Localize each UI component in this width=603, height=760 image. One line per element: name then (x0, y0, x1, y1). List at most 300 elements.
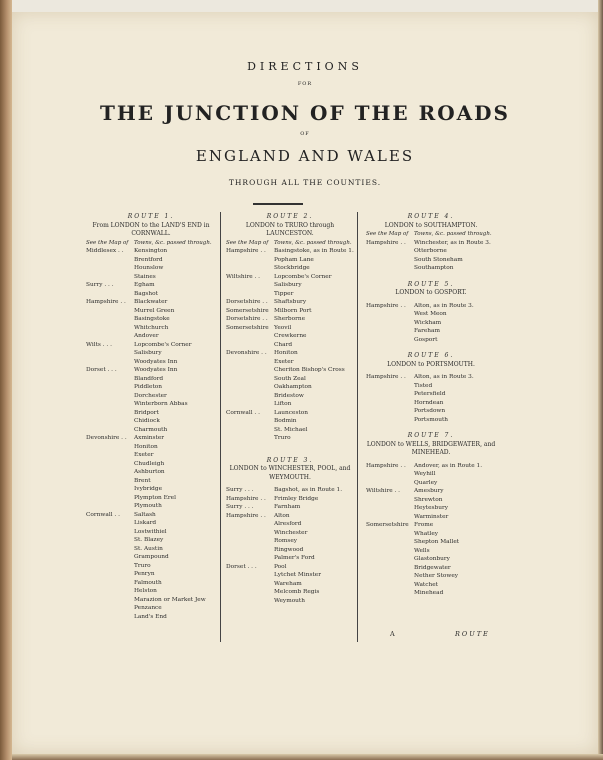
town-label: Egham (134, 282, 155, 288)
route-5-list (366, 302, 496, 345)
list-item (366, 239, 496, 248)
county-label (226, 358, 274, 367)
county-label (86, 307, 134, 316)
county-label (86, 528, 134, 537)
list-item (86, 545, 216, 554)
town-label: Weymouth (274, 597, 305, 604)
list-item (86, 315, 216, 324)
county-label (86, 417, 134, 426)
county-label (86, 502, 134, 511)
town-label: Basingstoke, as in Route 1. (274, 248, 354, 254)
county-label (86, 315, 134, 324)
town-label: Otterborne (414, 248, 447, 254)
county-label (226, 588, 274, 597)
town-label: Pool (274, 563, 287, 570)
list-item (86, 409, 216, 418)
town-label: Helston (134, 588, 157, 594)
town-label: Palmer's Ford (274, 555, 315, 561)
county-label: Hampshire . . (366, 302, 406, 309)
town-label: Saltash (134, 511, 156, 518)
route-3-label: ROUTE 3. (266, 456, 314, 464)
town-label: Lifton (274, 401, 292, 407)
town-label: Salisbury (274, 282, 302, 288)
route-1 (86, 213, 216, 621)
town-label: Melcomb Regis (274, 589, 320, 595)
town-label: Plymouth (134, 503, 162, 509)
county-label (366, 547, 414, 556)
town-label: Penzance (134, 605, 162, 611)
town-label: Lostwithiel (134, 528, 167, 535)
county-label (366, 407, 414, 416)
county-label: Middlesex . . (86, 248, 124, 254)
town-label: Whitchurch (134, 324, 169, 331)
county-label (86, 426, 134, 435)
county-label (226, 256, 274, 265)
county-label: Surry . . . (86, 282, 114, 288)
county-label: Hampshire . . (226, 495, 266, 502)
town-label: Frome (414, 522, 434, 528)
route-6-title: LONDON to PORTSMOUTH. (387, 360, 475, 368)
list-item (226, 426, 354, 435)
list-item (366, 407, 496, 416)
county-label: Wiltshire . . (366, 488, 401, 494)
town-label: Falmouth (134, 579, 162, 586)
route-1-list (86, 247, 216, 621)
town-label: Wells (414, 547, 430, 554)
list-item (86, 477, 216, 486)
list-item (366, 589, 496, 598)
list-item (86, 587, 216, 596)
county-label (366, 390, 414, 399)
county-label (366, 382, 414, 391)
county-label (226, 341, 274, 350)
county-label (86, 443, 134, 452)
county-label (366, 479, 414, 488)
list-item (226, 324, 354, 333)
county-label: Dorsetshire . . (226, 299, 268, 305)
county-label (86, 587, 134, 596)
town-label: Nether Stowey (414, 573, 459, 579)
county-label (366, 319, 414, 328)
see-map-label: See the Map of (366, 231, 409, 237)
route-1-subheader (86, 239, 216, 248)
town-label: Bridport (134, 409, 159, 416)
list-item (86, 570, 216, 579)
list-item (226, 495, 354, 504)
county-label (86, 256, 134, 265)
list-item (226, 358, 354, 367)
county-label (226, 426, 274, 435)
town-label: Piddleton (134, 384, 163, 390)
county-label (86, 383, 134, 392)
town-label: Chudleigh (134, 460, 165, 467)
route-4-subheader (366, 230, 496, 239)
list-item (226, 563, 354, 572)
town-label: St. Michael (274, 426, 308, 433)
list-item (366, 564, 496, 573)
town-label: Wickham (414, 319, 442, 326)
town-label: St. Austin (134, 545, 163, 552)
list-item (226, 486, 354, 495)
county-label (86, 392, 134, 401)
route-column-2 (226, 213, 354, 605)
town-label: Brentford (134, 256, 163, 263)
town-label: Chidiock (134, 418, 160, 424)
county-label (366, 564, 414, 573)
list-item (86, 417, 216, 426)
town-label: Brent (134, 477, 151, 484)
list-item (226, 537, 354, 546)
list-item (366, 521, 496, 530)
county-label (86, 460, 134, 469)
route-2-subheader (226, 239, 354, 248)
county-label (226, 554, 274, 563)
county-label (226, 264, 274, 273)
county-label (86, 273, 134, 282)
list-item (366, 470, 496, 479)
list-item (86, 273, 216, 282)
list-item (86, 460, 216, 469)
town-label: Exeter (134, 452, 154, 458)
county-label: Hampshire . . (226, 248, 266, 254)
town-label: Land's End (134, 613, 167, 620)
county-label (366, 336, 414, 345)
county-label (226, 332, 274, 341)
town-label: Tisted (414, 382, 433, 389)
county-label (226, 520, 274, 529)
list-item (86, 468, 216, 477)
county-label: Wilts . . . (86, 341, 112, 348)
town-label: Axminster (134, 435, 165, 441)
county-label: Devonshire . . (226, 350, 267, 356)
list-item (86, 324, 216, 333)
county-label: Dorset . . . (86, 367, 117, 373)
town-label: Alton (274, 512, 290, 519)
list-item (86, 596, 216, 605)
towns-label: Towns, &c. passed through. (274, 239, 352, 246)
list-item (226, 256, 354, 265)
list-item (86, 264, 216, 273)
list-item (366, 382, 496, 391)
county-label (86, 562, 134, 571)
county-label (86, 519, 134, 528)
list-item (226, 273, 354, 282)
county-label (226, 546, 274, 555)
list-item (86, 502, 216, 511)
county-label (226, 580, 274, 589)
route-3 (226, 457, 354, 606)
list-item (226, 298, 354, 307)
list-item (226, 375, 354, 384)
route-3-list (226, 486, 354, 605)
town-label: Andover (134, 333, 159, 339)
county-label: Somersetshire (226, 324, 269, 331)
county-label (366, 504, 414, 513)
town-label: Basingstoke (134, 316, 170, 322)
county-label (86, 290, 134, 299)
county-label (366, 247, 414, 256)
county-label (366, 555, 414, 564)
town-label: Alton, as in Route 3. (414, 302, 474, 309)
list-item (86, 536, 216, 545)
list-item (86, 307, 216, 316)
county-label: Hampshire . . (86, 299, 126, 305)
county-label (86, 613, 134, 622)
town-label: Portsdown (414, 408, 446, 414)
county-label: Hampshire . . (366, 374, 406, 380)
route-1-label: ROUTE 1. (127, 213, 175, 220)
route-5-title: LONDON to GOSPORT. (395, 289, 467, 296)
list-item (366, 462, 496, 471)
town-label: Warminster (414, 513, 449, 520)
town-label: Lopcombe's Corner (274, 273, 332, 280)
county-label (366, 589, 414, 598)
county-label (86, 604, 134, 613)
list-item (366, 302, 496, 311)
list-item (226, 315, 354, 324)
town-label: Glastonbury (414, 556, 450, 562)
list-item (86, 494, 216, 503)
county-label (226, 383, 274, 392)
list-item (86, 426, 216, 435)
town-label: Lopcombe's Corner (134, 341, 192, 348)
list-item (226, 434, 354, 443)
county-label (366, 310, 414, 319)
list-item (86, 511, 216, 520)
town-label: Milborn Port (274, 307, 312, 314)
list-item (366, 256, 496, 265)
county-label (226, 417, 274, 426)
town-label: Amesbury (414, 488, 444, 494)
list-item (86, 553, 216, 562)
county-label: Devonshire . . (86, 435, 127, 441)
route-2-label: ROUTE 2. (266, 213, 314, 220)
county-label: Hampshire . . (366, 462, 406, 469)
route-column-3 (366, 213, 496, 598)
list-item (226, 571, 354, 580)
route-2-title: LONDON to TRURO through LAUNCESTON. (245, 221, 335, 237)
town-label: Honiton (274, 350, 298, 356)
list-item (226, 307, 354, 316)
town-label: Gosport (414, 336, 438, 343)
town-label: Woodyates Inn (134, 367, 178, 373)
route-7-list (366, 462, 496, 598)
town-label: Andover, as in Route 1. (414, 462, 483, 469)
list-item (366, 327, 496, 336)
book-spine (0, 0, 12, 760)
route-7-label: ROUTE 7. (407, 432, 455, 439)
town-label: Alton, as in Route 3. (414, 374, 474, 380)
town-label: Chard (274, 341, 293, 348)
list-item (366, 390, 496, 399)
county-label (366, 416, 414, 425)
list-item (86, 366, 216, 375)
county-label (226, 290, 274, 299)
list-item (86, 443, 216, 452)
county-label (226, 597, 274, 606)
list-item (86, 613, 216, 622)
county-label (226, 571, 274, 580)
route-3-title: LONDON to WINCHESTER, POOL, and WEYMOUTH. (229, 465, 351, 481)
town-label: Yeovil (274, 324, 292, 331)
column-divider-2 (357, 212, 358, 642)
list-item (86, 400, 216, 409)
title-directions: DIRECTIONS (247, 60, 363, 73)
list-item (366, 399, 496, 408)
town-label: Sherborne (274, 316, 306, 322)
town-label: Kensington (134, 248, 168, 254)
county-label (226, 529, 274, 538)
county-label (366, 264, 414, 273)
list-item (86, 332, 216, 341)
county-label: Somersetshire (226, 307, 269, 314)
town-label: Shaftsbury (274, 299, 307, 305)
list-item (366, 496, 496, 505)
county-label (86, 596, 134, 605)
town-label: Salisbury (134, 350, 162, 356)
town-label: Bagshot, as in Route 1. (274, 487, 343, 493)
town-label: Romsey (274, 538, 298, 544)
town-label: Alresford (274, 521, 302, 527)
list-item (366, 247, 496, 256)
list-item (226, 332, 354, 341)
list-item (226, 512, 354, 521)
list-item (86, 281, 216, 290)
town-label: Winterborn Abbas (134, 401, 188, 407)
county-label (226, 375, 274, 384)
town-label: Frimley Bridge (274, 495, 319, 502)
town-label: Shepton Mallet (414, 539, 460, 545)
list-item (226, 264, 354, 273)
route-4-list (366, 239, 496, 273)
route-6 (366, 352, 496, 424)
county-label (86, 264, 134, 273)
list-item (226, 597, 354, 606)
list-item (86, 528, 216, 537)
list-item (226, 503, 354, 512)
county-label (226, 392, 274, 401)
title-of: OF (300, 131, 310, 137)
town-label: Weyhill (414, 471, 436, 477)
title-for: FOR (297, 81, 313, 87)
county-label (366, 530, 414, 539)
list-item (226, 247, 354, 256)
page-edge (598, 0, 603, 760)
towns-label: Towns, &c. passed through. (414, 231, 492, 237)
list-item (366, 530, 496, 539)
county-label (86, 545, 134, 554)
county-label: Cornwall . . (226, 409, 260, 416)
county-label (366, 496, 414, 505)
list-item (86, 341, 216, 350)
town-label: Portsmouth (414, 416, 449, 423)
list-item (86, 290, 216, 299)
town-label: Popham Lane (274, 256, 314, 263)
town-label: St. Blazey (134, 537, 164, 543)
town-label: Cheriton Bishop's Cross (274, 367, 345, 373)
list-item (366, 319, 496, 328)
town-label: Minehead (414, 590, 444, 596)
list-item (366, 513, 496, 522)
towns-label: Towns, &c. passed through. (134, 239, 212, 246)
list-item (226, 520, 354, 529)
list-item (366, 479, 496, 488)
route-2-list (226, 247, 354, 443)
list-item (366, 373, 496, 382)
county-label: Hampshire . . (226, 512, 266, 519)
list-item (226, 409, 354, 418)
county-label (86, 579, 134, 588)
town-label: Hounslow (134, 265, 164, 271)
town-label: Truro (274, 435, 291, 441)
county-label: Dorsetshire . . (226, 316, 268, 322)
catchword: ROUTE (455, 630, 490, 638)
county-label (226, 537, 274, 546)
see-map-label: See the Map of (226, 239, 269, 246)
county-label: Somersetshire (366, 522, 409, 528)
county-label (86, 485, 134, 494)
town-label: Marazion or Market Jew (134, 596, 206, 603)
county-label: Hampshire . . (366, 239, 406, 246)
page-edge-bottom (12, 754, 603, 760)
list-item (226, 400, 354, 409)
town-label: Stockbridge (274, 265, 310, 271)
county-label (226, 434, 274, 443)
county-label (86, 349, 134, 358)
list-item (86, 604, 216, 613)
town-label: Winchester (274, 529, 308, 536)
town-label: Charmouth (134, 426, 168, 433)
town-label: Blandford (134, 375, 164, 382)
town-label: Honiton (134, 443, 158, 450)
route-5 (366, 281, 496, 345)
list-item (366, 310, 496, 319)
see-map-label: See the Map of (86, 239, 129, 246)
route-4-title: LONDON to SOUTHAMPTON. (384, 221, 478, 229)
list-item (226, 546, 354, 555)
list-item (226, 588, 354, 597)
town-label: Truro (134, 562, 151, 569)
list-item (226, 281, 354, 290)
county-label (366, 538, 414, 547)
county-label: Surry . . . (226, 504, 254, 510)
list-item (86, 375, 216, 384)
town-label: Ashburton (134, 469, 165, 475)
list-item (366, 538, 496, 547)
route-6-label: ROUTE 6. (407, 352, 455, 359)
list-item (86, 349, 216, 358)
title-subtitle: THROUGH ALL THE COUNTIES. (228, 178, 382, 187)
town-label: Crewkerne (274, 333, 307, 339)
town-label: Bridestow (274, 392, 304, 399)
town-label: South Stoneham (414, 256, 463, 263)
town-label: Whatley (414, 530, 439, 537)
county-label (86, 553, 134, 562)
list-item (366, 487, 496, 496)
list-item (226, 366, 354, 375)
town-label: West Meon (414, 311, 447, 317)
list-item (86, 579, 216, 588)
county-label (366, 581, 414, 590)
county-label: Wiltshire . . (226, 273, 261, 280)
town-label: Bridgewater (414, 564, 451, 571)
town-label: Grampound (134, 554, 169, 560)
town-label: Quarley (414, 479, 438, 486)
route-5-label: ROUTE 5. (407, 280, 455, 288)
list-item (226, 392, 354, 401)
list-item (366, 416, 496, 425)
list-item (86, 298, 216, 307)
